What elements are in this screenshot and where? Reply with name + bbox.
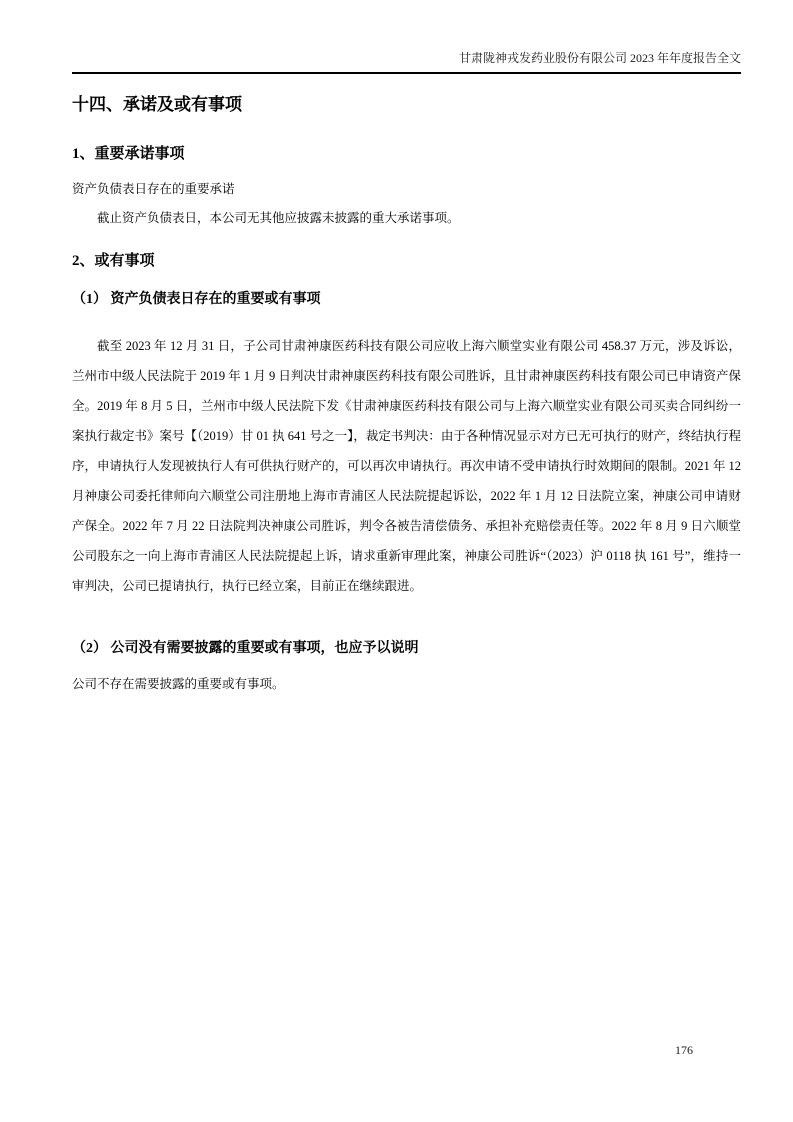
section-2-sub-2-heading: （2） 公司没有需要披露的重要或有事项，也应予以说明 [72, 641, 419, 657]
page-header [72, 0, 741, 74]
section-2-sub-1-body: 截至 2023 年 12 月 31 日，子公司甘肃神康医药科技有限公司应收上海六顺堂实业有限公司 458.37 万元，涉及诉讼，兰州市中级人民法院于 2019 年 1 月 9 日判决甘肃神康医药科技有限公司胜诉，且甘肃神康医药科技有限公司已申请资产保全。2019 年 8 月 5 日，兰州市中级人民法院下发《甘肃神康医药科技有限公司与上海六顺堂实业有限公司买卖合同纠纷一案执行裁定书》案号【（2019）甘 01 执 641 号之一】，裁定书判决：由于各种情况显示对方已无可执行的财产，终结执行程序，申请执行人发现被执行人有可供执行财产的，可以再次申请执行。再次申请不受申请执行时效期间的限制。2021 年 12 月神康公司委托律师向六顺堂公司注册地上海市青浦区人民法院提起诉讼，2022 年 1 月 12 日法院立案，神康公司申请财产保全。2022 年 7 月 22 日法院判决神康公司胜诉，判令各被告清偿债务、承担补充赔偿责任等。2022 年 8 月 9 日六顺堂公司股东之一向上海市青浦区人民法院提起上诉，请求重新审理此案，神康公司胜诉“（2023）沪 0118 执 161 号”，维持一审判决，公司已提请执行，执行已经立案，目前正在继续跟进。 [72, 339, 741, 594]
page-number: 176 [675, 1043, 693, 1057]
section-1-statement: 截止资产负债表日，本公司无其他应披露未披露的重大承诺事项。 [97, 211, 460, 226]
section-1-lead: 资产负债表日存在的重要承诺 [72, 182, 235, 197]
chapter-title: 十四、承诺及或有事项 [72, 95, 242, 114]
section-1-heading: 1、重要承诺事项 [72, 146, 185, 163]
page-content [0, 95, 793, 693]
section-2-sub-2-body: 公司不存在需要披露的重要或有事项。 [72, 676, 285, 691]
page-header-text: 甘肃陇神戎发药业股份有限公司 2023 年年度报告全文 [458, 51, 741, 65]
section-2-heading: 2、或有事项 [72, 253, 155, 270]
section-2-sub-1-heading: （1） 资产负债表日存在的重要或有事项 [72, 292, 321, 308]
